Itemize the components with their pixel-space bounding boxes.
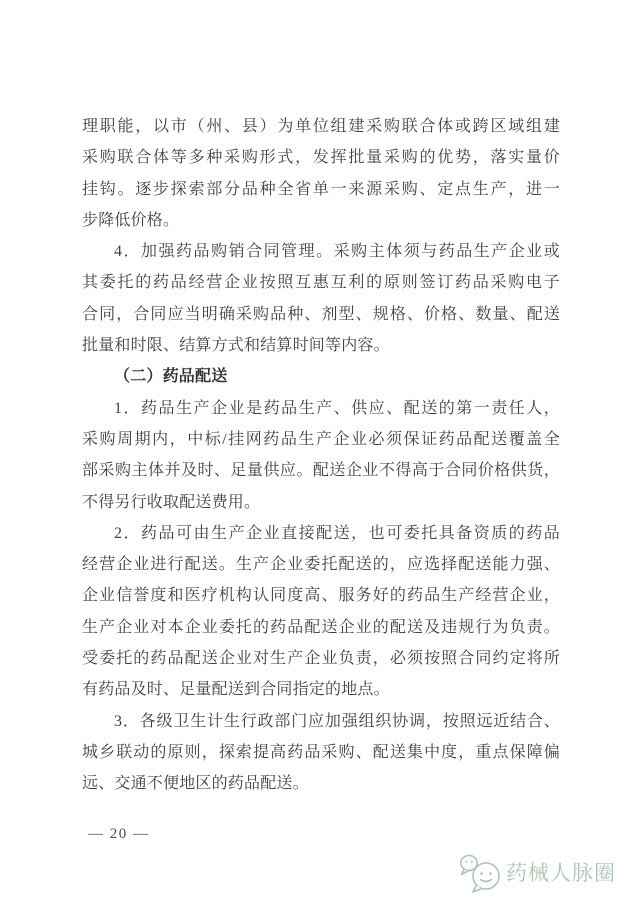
text-line: 2．药品可由生产企业直接配送，也可委托具备资质的药品 bbox=[114, 524, 560, 542]
text-line: 挂钩。逐步探索部分品种全省单一来源采购、定点生产，进一 bbox=[82, 180, 560, 198]
text-line: 部采购主体并及时、足量供应。配送企业不得高于合同价格供货， bbox=[82, 462, 560, 480]
text-line: 采购联合体等多种采购形式，发挥批量采购的优势，落实量价 bbox=[82, 149, 560, 167]
text-line: 采购周期内，中标/挂网药品生产企业必须保证药品配送覆盖全 bbox=[82, 430, 560, 448]
text-line: 批量和时限、结算方式和结算时间等内容。 bbox=[82, 337, 390, 355]
page-number: — 20 — bbox=[88, 826, 150, 842]
document-text-block bbox=[82, 111, 560, 800]
text-line: 步降低价格。 bbox=[82, 211, 180, 229]
section-heading: （二）药品配送 bbox=[114, 368, 228, 386]
text-line: 生产企业对本企业委托的药品配送企业的配送及违规行为负责。 bbox=[82, 618, 560, 636]
text-line: 合同，合同应当明确采购品种、剂型、规格、价格、数量、配送 bbox=[82, 305, 560, 323]
text-line: 受委托的药品配送企业对生产企业负责，必须按照合同约定将所 bbox=[82, 650, 560, 668]
text-line: 理职能，以市（州、县）为单位组建采购联合体或跨区域组建 bbox=[82, 118, 560, 135]
wechat-icon bbox=[458, 848, 502, 896]
text-line: 3．各级卫生计生行政部门应加强组织协调，按照远近结合、 bbox=[114, 712, 560, 730]
text-line: 4．加强药品购销合同管理。采购主体须与药品生产企业或 bbox=[114, 243, 560, 261]
text-line: 远、交通不便地区的药品配送。 bbox=[82, 775, 309, 793]
watermark bbox=[458, 848, 616, 896]
text-line: 有药品及时、足量配送到合同指定的地点。 bbox=[82, 681, 390, 699]
text-line: 城乡联动的原则，探索提高药品采购、配送集中度，重点保障偏 bbox=[82, 743, 560, 761]
text-line: 1．药品生产企业是药品生产、供应、配送的第一责任人， bbox=[114, 399, 560, 417]
text-line: 经营企业进行配送。生产企业委托配送的，应选择配送能力强、 bbox=[82, 556, 560, 574]
text-line: 其委托的药品经营企业按照互惠互利的原则签订药品采购电子 bbox=[82, 274, 560, 292]
text-line: 企业信誉度和医疗机构认同度高、服务好的药品生产经营企业， bbox=[82, 587, 560, 605]
watermark-label: 药械人脉圈 bbox=[506, 861, 616, 885]
text-line: 不得另行收取配送费用。 bbox=[82, 493, 261, 511]
